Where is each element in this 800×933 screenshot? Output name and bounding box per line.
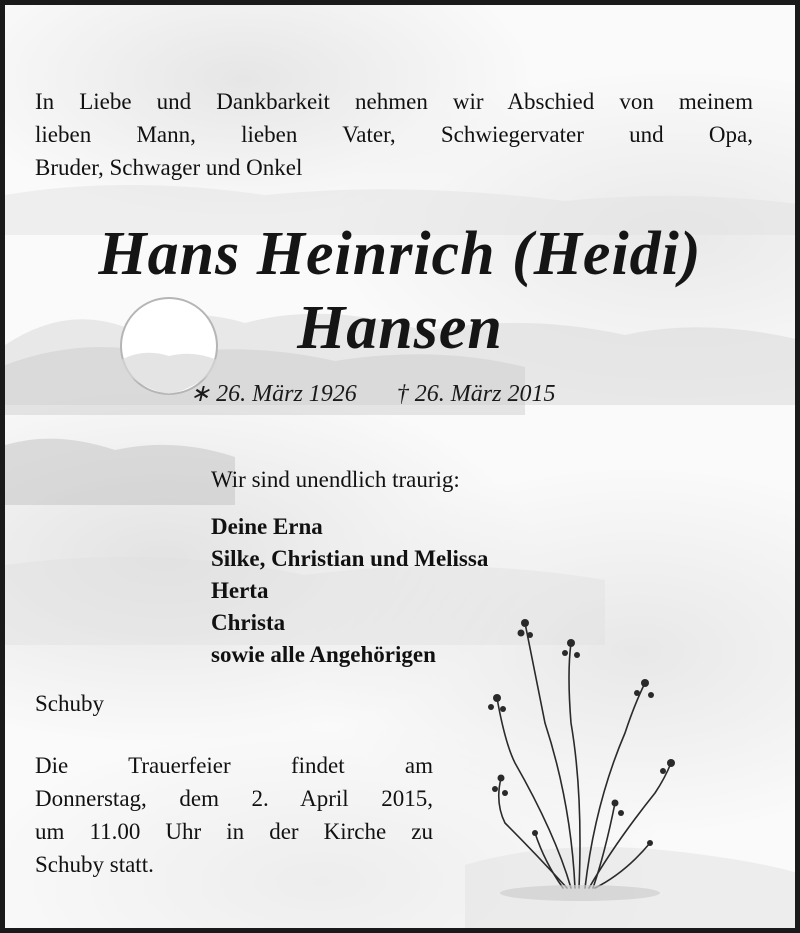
death-date: † 26. März 2015: [396, 381, 556, 407]
mourner-name: Silke, Christian und Melissa: [211, 546, 489, 571]
ceremony-line-1: Die Trauerfeier findet am: [35, 753, 433, 778]
grass-icon: [475, 603, 695, 903]
mourner-name: sowie alle Angehörigen: [211, 642, 436, 667]
place-name: Schuby: [35, 691, 104, 716]
ceremony-line-4: Schuby statt.: [35, 852, 154, 877]
mourners-list: [211, 511, 488, 671]
intro-line-3: Bruder, Schwager und Onkel: [35, 155, 303, 180]
life-dates: [190, 379, 589, 408]
ceremony-text: [35, 749, 433, 881]
intro-text: [35, 85, 753, 184]
ceremony-line-3: um 11.00 Uhr in der Kirche zu: [35, 819, 433, 844]
ceremony-line-2: Donnerstag, dem 2. April 2015,: [35, 786, 433, 811]
intro-line-1: In Liebe und Dankbarkeit nehmen wir Abschied von meinem: [35, 89, 753, 114]
mourner-name: Herta: [211, 578, 269, 603]
mourners-heading: Wir sind unendlich traurig:: [211, 467, 460, 492]
deceased-name-line-2: Hansen: [297, 294, 503, 362]
intro-line-2: lieben Mann, lieben Vater, Schwiegervater und Opa,: [35, 122, 753, 147]
birth-date: ∗ 26. März 1926: [190, 381, 357, 407]
mourner-name: Christa: [211, 610, 286, 635]
mourner-name: Deine Erna: [211, 514, 323, 539]
deceased-name-line-1: Hans Heinrich (Heidi): [98, 220, 702, 288]
